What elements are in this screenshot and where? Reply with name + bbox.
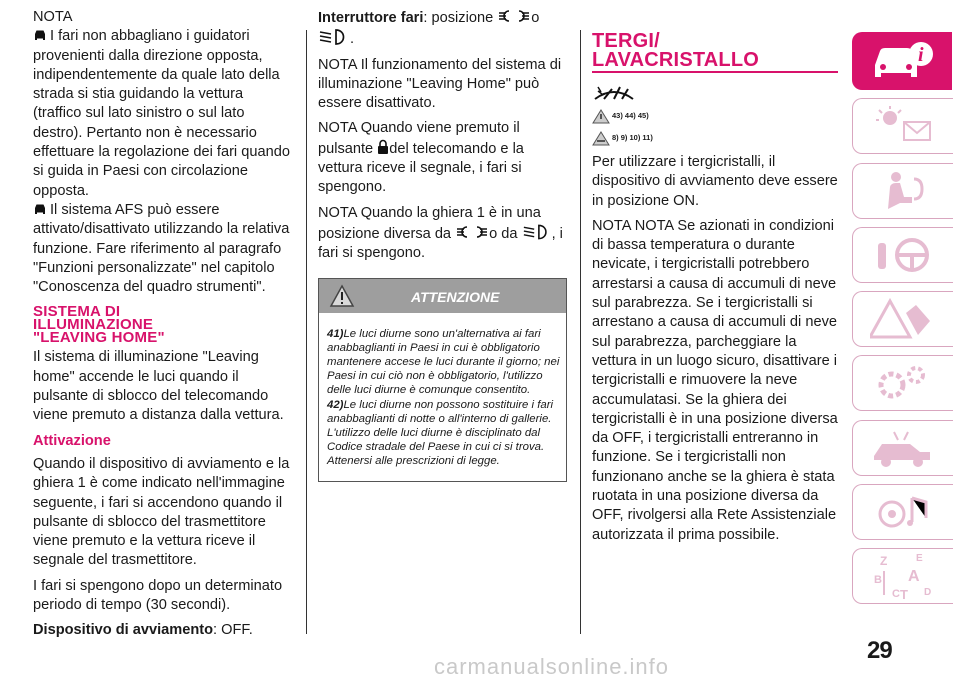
car-info-icon bbox=[33, 29, 47, 42]
warning-lights-icon bbox=[870, 104, 936, 148]
technical-data-icon bbox=[870, 426, 936, 470]
tergi-intro: Per utilizzare i tergicristalli, il dispositivo di avviamento deve essere in posizione ON. bbox=[592, 154, 838, 209]
heading-line: SISTEMA DI bbox=[33, 303, 121, 321]
page-number: 29 bbox=[867, 637, 892, 664]
lock-icon bbox=[377, 139, 389, 155]
warning-refs-row bbox=[592, 105, 840, 127]
car-info-icon bbox=[33, 203, 47, 216]
parking-lights-icon bbox=[455, 224, 489, 240]
heading-underline bbox=[592, 71, 838, 73]
index-icon bbox=[870, 551, 936, 601]
index-letter: B bbox=[874, 574, 882, 587]
column-3 bbox=[592, 8, 840, 551]
low-beam-icon bbox=[318, 28, 350, 46]
tab-warning-lights[interactable] bbox=[852, 98, 953, 154]
multimedia-icon bbox=[870, 490, 936, 534]
warning-42 bbox=[327, 398, 560, 469]
index-letter: E bbox=[916, 553, 923, 565]
caution-icon bbox=[592, 131, 610, 146]
nota-ghiera bbox=[318, 204, 570, 264]
attivazione-text: Quando il dispositivo di avviamento e la ghiera 1 è come indicato nell'immagine seguente, i fari si accendono quando il pulsante di sblocco del trasmettitore viene premuto e la vettura riceve il segnale del trasmettitore. bbox=[33, 455, 290, 569]
nota-pulsante-b: del telecomando e la vettura riceve il segnale, i fari si spengono. bbox=[318, 140, 524, 196]
warning-triangle-icon bbox=[329, 284, 355, 308]
nota-ghiera-b: , i fari si spengono. bbox=[318, 225, 563, 262]
tab-emergency[interactable] bbox=[852, 291, 953, 347]
tab-knowing-your-vehicle[interactable] bbox=[852, 32, 952, 90]
nota-label: NOTA bbox=[33, 9, 73, 25]
wiper-symbol-row bbox=[592, 83, 840, 105]
parking-lights-icon bbox=[497, 8, 531, 24]
heading-line: "LEAVING HOME" bbox=[33, 329, 165, 347]
tab-multimedia[interactable] bbox=[852, 484, 953, 540]
attenzione-body bbox=[319, 313, 566, 481]
dispositivo-value: : OFF. bbox=[213, 622, 253, 639]
afs-note-1: I fari non abbagliano i guidatori provenienti dalla direzione opposta, indipendentemente da quale lato della strada si stia guidando la vettura (traffico sul lato sinistro o sul lato destro). Pertanto non è necessario effettuare la regolazione dei fari quando si guida in Paesi con circolazione opposta. bbox=[33, 28, 290, 199]
index-letter: C bbox=[892, 588, 900, 601]
interruttore-or: o bbox=[531, 10, 540, 26]
column-divider-right bbox=[580, 30, 581, 634]
section-heading-leaving-home bbox=[33, 303, 295, 347]
index-letter: Z bbox=[880, 554, 888, 569]
section-heading-tergi bbox=[592, 32, 840, 70]
car-info-icon bbox=[869, 39, 935, 83]
column-1 bbox=[33, 8, 295, 647]
interruttore-label: Interruttore fari bbox=[318, 10, 424, 26]
leaving-home-intro: Il sistema di illuminazione "Leaving home" accende le luci quando il pulsante di sblocco del telecomando viene premuto a distanza dalla vettura. bbox=[33, 349, 284, 424]
caution-refs-row bbox=[592, 127, 840, 149]
index-letter: A bbox=[908, 568, 920, 586]
sub-heading-attivazione: Attivazione bbox=[33, 432, 111, 449]
attenzione-box bbox=[318, 278, 567, 482]
index-letter: T bbox=[900, 587, 908, 602]
column-2 bbox=[318, 8, 570, 482]
low-beam-icon bbox=[522, 223, 552, 241]
interruttore-line bbox=[318, 8, 570, 50]
warning-number: 41) bbox=[327, 327, 344, 340]
nota-ghiera-a: NOTA Quando la ghiera 1 è in una posizione diversa da bbox=[318, 204, 541, 242]
interruttore-text: : posizione bbox=[423, 10, 494, 26]
tergi-nota: NOTA NOTA Se azionati in condizioni di bassa temperatura o durante nevicate, i tergicristalli potrebbero arrestarsi a causa di accumuli di neve sul parabrezza. Se i tergicristalli si arrestano a causa di accumuli di neve sul parabrezza, parcheggiare la vettura in un luogo sicuro, disattivare i tergicristalli e rimuovere la neve accumulatasi. Se la ghiera dei tergicristalli è in una posizione diversa da OFF, i tergicristalli entreranno in funzione. Se i tergicristalli non funzionano anche se la ghiera è stata ruotata in una posizione diversa da OFF, rivolgersi alla Rete Assistenziale autorizzata il prima possibile. bbox=[592, 217, 838, 543]
afs-note-2: Il sistema AFS può essere attivato/disattivato utilizzando la relativa funzione. Fare riferimento al paragrafo "Funzioni personalizzate" nel capitolo "Conoscenza del quadro strumenti". bbox=[33, 201, 290, 296]
attenzione-label: ATTENZIONE bbox=[411, 288, 500, 305]
svg-text:i: i bbox=[918, 44, 924, 66]
watermark: carmanualsonline.info bbox=[434, 654, 670, 679]
warning-number: 42) bbox=[327, 398, 344, 411]
heading-line: LAVACRISTALLO bbox=[592, 49, 760, 71]
warning-41 bbox=[327, 327, 560, 398]
warning-text: Le luci diurne non possono sostituire i fari anabbaglianti di notte o all'interno di gallerie. L'utilizzo delle luci diurne è disciplinato dal Codice stradale del Paese in cui ci si trova. Attenersi alle prescrizioni di legge. bbox=[327, 398, 554, 468]
emergency-icon bbox=[870, 297, 936, 341]
tab-index[interactable] bbox=[852, 548, 953, 604]
interruttore-end: . bbox=[350, 31, 355, 48]
tab-starting-driving[interactable] bbox=[852, 227, 953, 283]
warning-triangle-icon bbox=[592, 109, 610, 124]
wiper-icon bbox=[592, 83, 636, 103]
warning-text: Le luci diurne sono un'alternativa ai fari anabbaglianti in Paesi in cui è obbligatorio mantenere accese le luci durante il giorno; nei Paesi in cui ciò non è obbligatorio, l'utilizzo delle luci diurne è comunque consentito. bbox=[327, 327, 560, 397]
safety-icon bbox=[870, 169, 936, 213]
dispositivo-line bbox=[33, 621, 295, 640]
nota-disattivato: NOTA Il funzionamento del sistema di illuminazione "Leaving Home" può essere disattivato. bbox=[318, 56, 562, 112]
chapter-tabs bbox=[852, 32, 952, 613]
tab-technical-data[interactable] bbox=[852, 420, 953, 476]
maintenance-icon bbox=[870, 361, 936, 405]
starting-driving-icon bbox=[870, 233, 936, 277]
warning-refs: 43) 44) 45) bbox=[612, 111, 649, 121]
nota-ghiera-or: o da bbox=[489, 225, 518, 242]
nota-pulsante-a: NOTA Quando viene premuto il pulsante bbox=[318, 120, 520, 157]
spegnimento-text: I fari si spengono dopo un determinato periodo di tempo (30 secondi). bbox=[33, 577, 283, 614]
attenzione-header bbox=[319, 279, 566, 313]
tab-maintenance[interactable] bbox=[852, 355, 953, 411]
dispositivo-label: Dispositivo di avviamento bbox=[33, 622, 214, 639]
nota-pulsante bbox=[318, 119, 570, 197]
caution-refs: 8) 9) 10) 11) bbox=[612, 133, 653, 143]
heading-line: ILLUMINAZIONE bbox=[33, 316, 154, 334]
column-divider-left bbox=[306, 30, 307, 634]
heading-line: TERGI/ bbox=[592, 30, 660, 52]
tab-safety[interactable] bbox=[852, 163, 953, 219]
index-letter: D bbox=[924, 587, 932, 599]
